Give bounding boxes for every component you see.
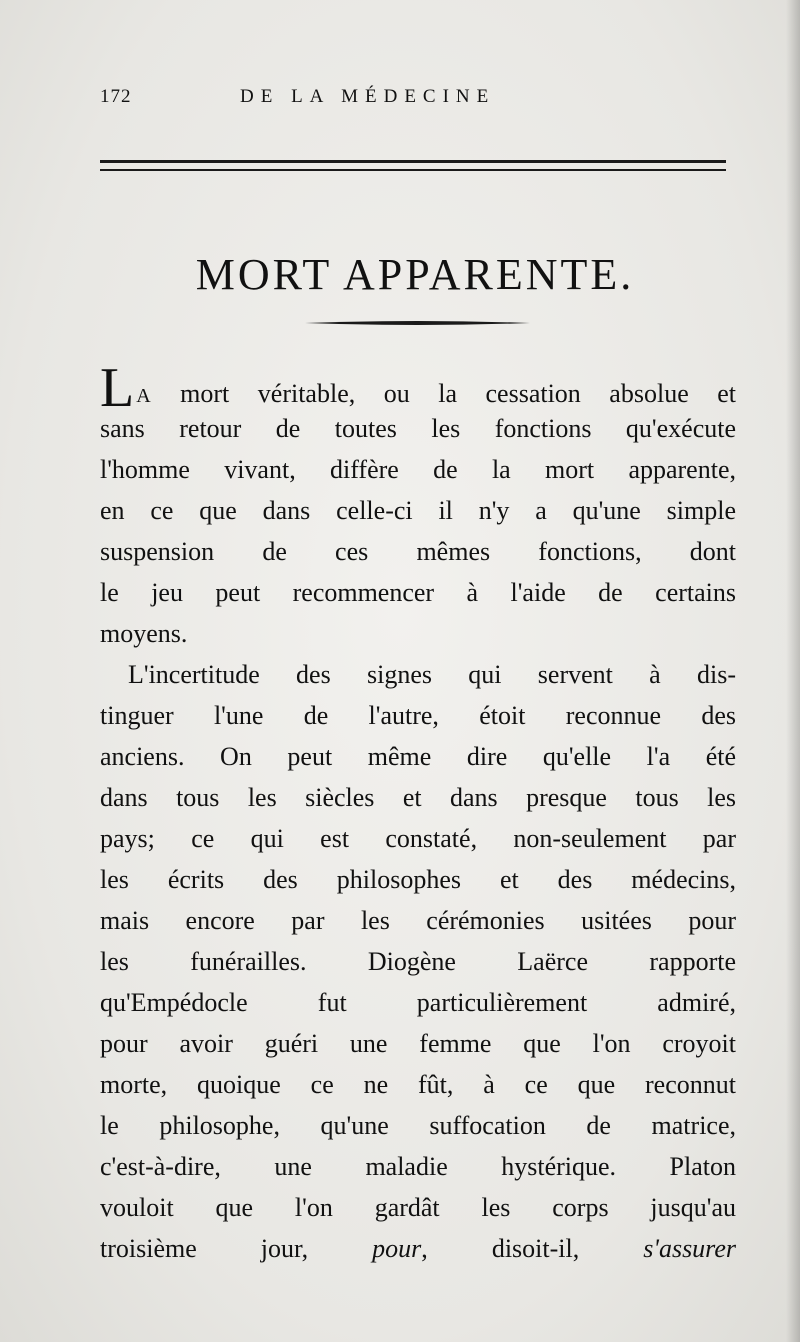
paragraph-1-line: le jeu peut recommencer à l'aide de certains — [100, 578, 736, 607]
paragraph-2-line: le philosophe, qu'une suffocation de matrice, — [100, 1111, 736, 1140]
paragraph-1-line: en ce que dans celle-ci il n'y a qu'une simple — [100, 496, 736, 525]
running-head — [100, 86, 730, 116]
paragraph-1-line: suspension de ces mêmes fonctions, dont — [100, 537, 736, 566]
chapter-title: MORT APPARENTE. — [195, 250, 635, 300]
paragraph-2-line: tinguer l'une de l'autre, étoit reconnue des — [100, 701, 736, 730]
paragraph-2-last-line: troisième jour, pour, disoit-il, s'assurer — [100, 1234, 736, 1263]
drop-cap: L — [100, 357, 135, 419]
paragraph-2-line: pays; ce qui est constaté, non-seulement par — [100, 824, 736, 853]
italic-word: s'assurer — [643, 1234, 736, 1263]
paragraph-2-line: dans tous les siècles et dans presque tous les — [100, 783, 736, 812]
paragraph-2-line: L'incertitude des signes qui servent à dis- — [128, 660, 736, 689]
italic-word: pour — [372, 1234, 422, 1263]
paragraph-2-line: pour avoir guéri une femme que l'on croyoit — [100, 1029, 736, 1058]
page-edge-shadow — [786, 0, 800, 1342]
paragraph-2-line: anciens. On peut même dire qu'elle l'a été — [100, 742, 736, 771]
paragraph-2-line: vouloit que l'on gardât les corps jusqu'au — [100, 1193, 736, 1222]
paragraph-2-line: les funérailles. Diogène Laërce rapporte — [100, 947, 736, 976]
paragraph-2-line: les écrits des philosophes et des médecins, — [100, 865, 736, 894]
paragraph-1-line: moyens. — [100, 619, 188, 648]
paragraph-1-line: sans retour de toutes les fonctions qu'exécute — [100, 414, 736, 443]
running-head-title: DE LA MÉDECINE — [240, 86, 496, 107]
ornament-rule — [305, 320, 530, 326]
paragraph-1-line: l'homme vivant, diffère de la mort apparente, — [100, 455, 736, 484]
paragraph-2-line: morte, quoique ce ne fût, à ce que reconnut — [100, 1070, 736, 1099]
paragraph-2-line: qu'Empédocle fut particulièrement admiré, — [100, 988, 736, 1017]
paragraph-2-line: c'est-à-dire, une maladie hystérique. Platon — [100, 1152, 736, 1181]
page-number: 172 — [100, 86, 132, 107]
double-rule-divider — [100, 160, 726, 174]
paragraph-1-line-1: L A mort véritable, ou la cessation absolue et — [100, 357, 736, 419]
paragraph-2-line: mais encore par les cérémonies usitées pour — [100, 906, 736, 935]
